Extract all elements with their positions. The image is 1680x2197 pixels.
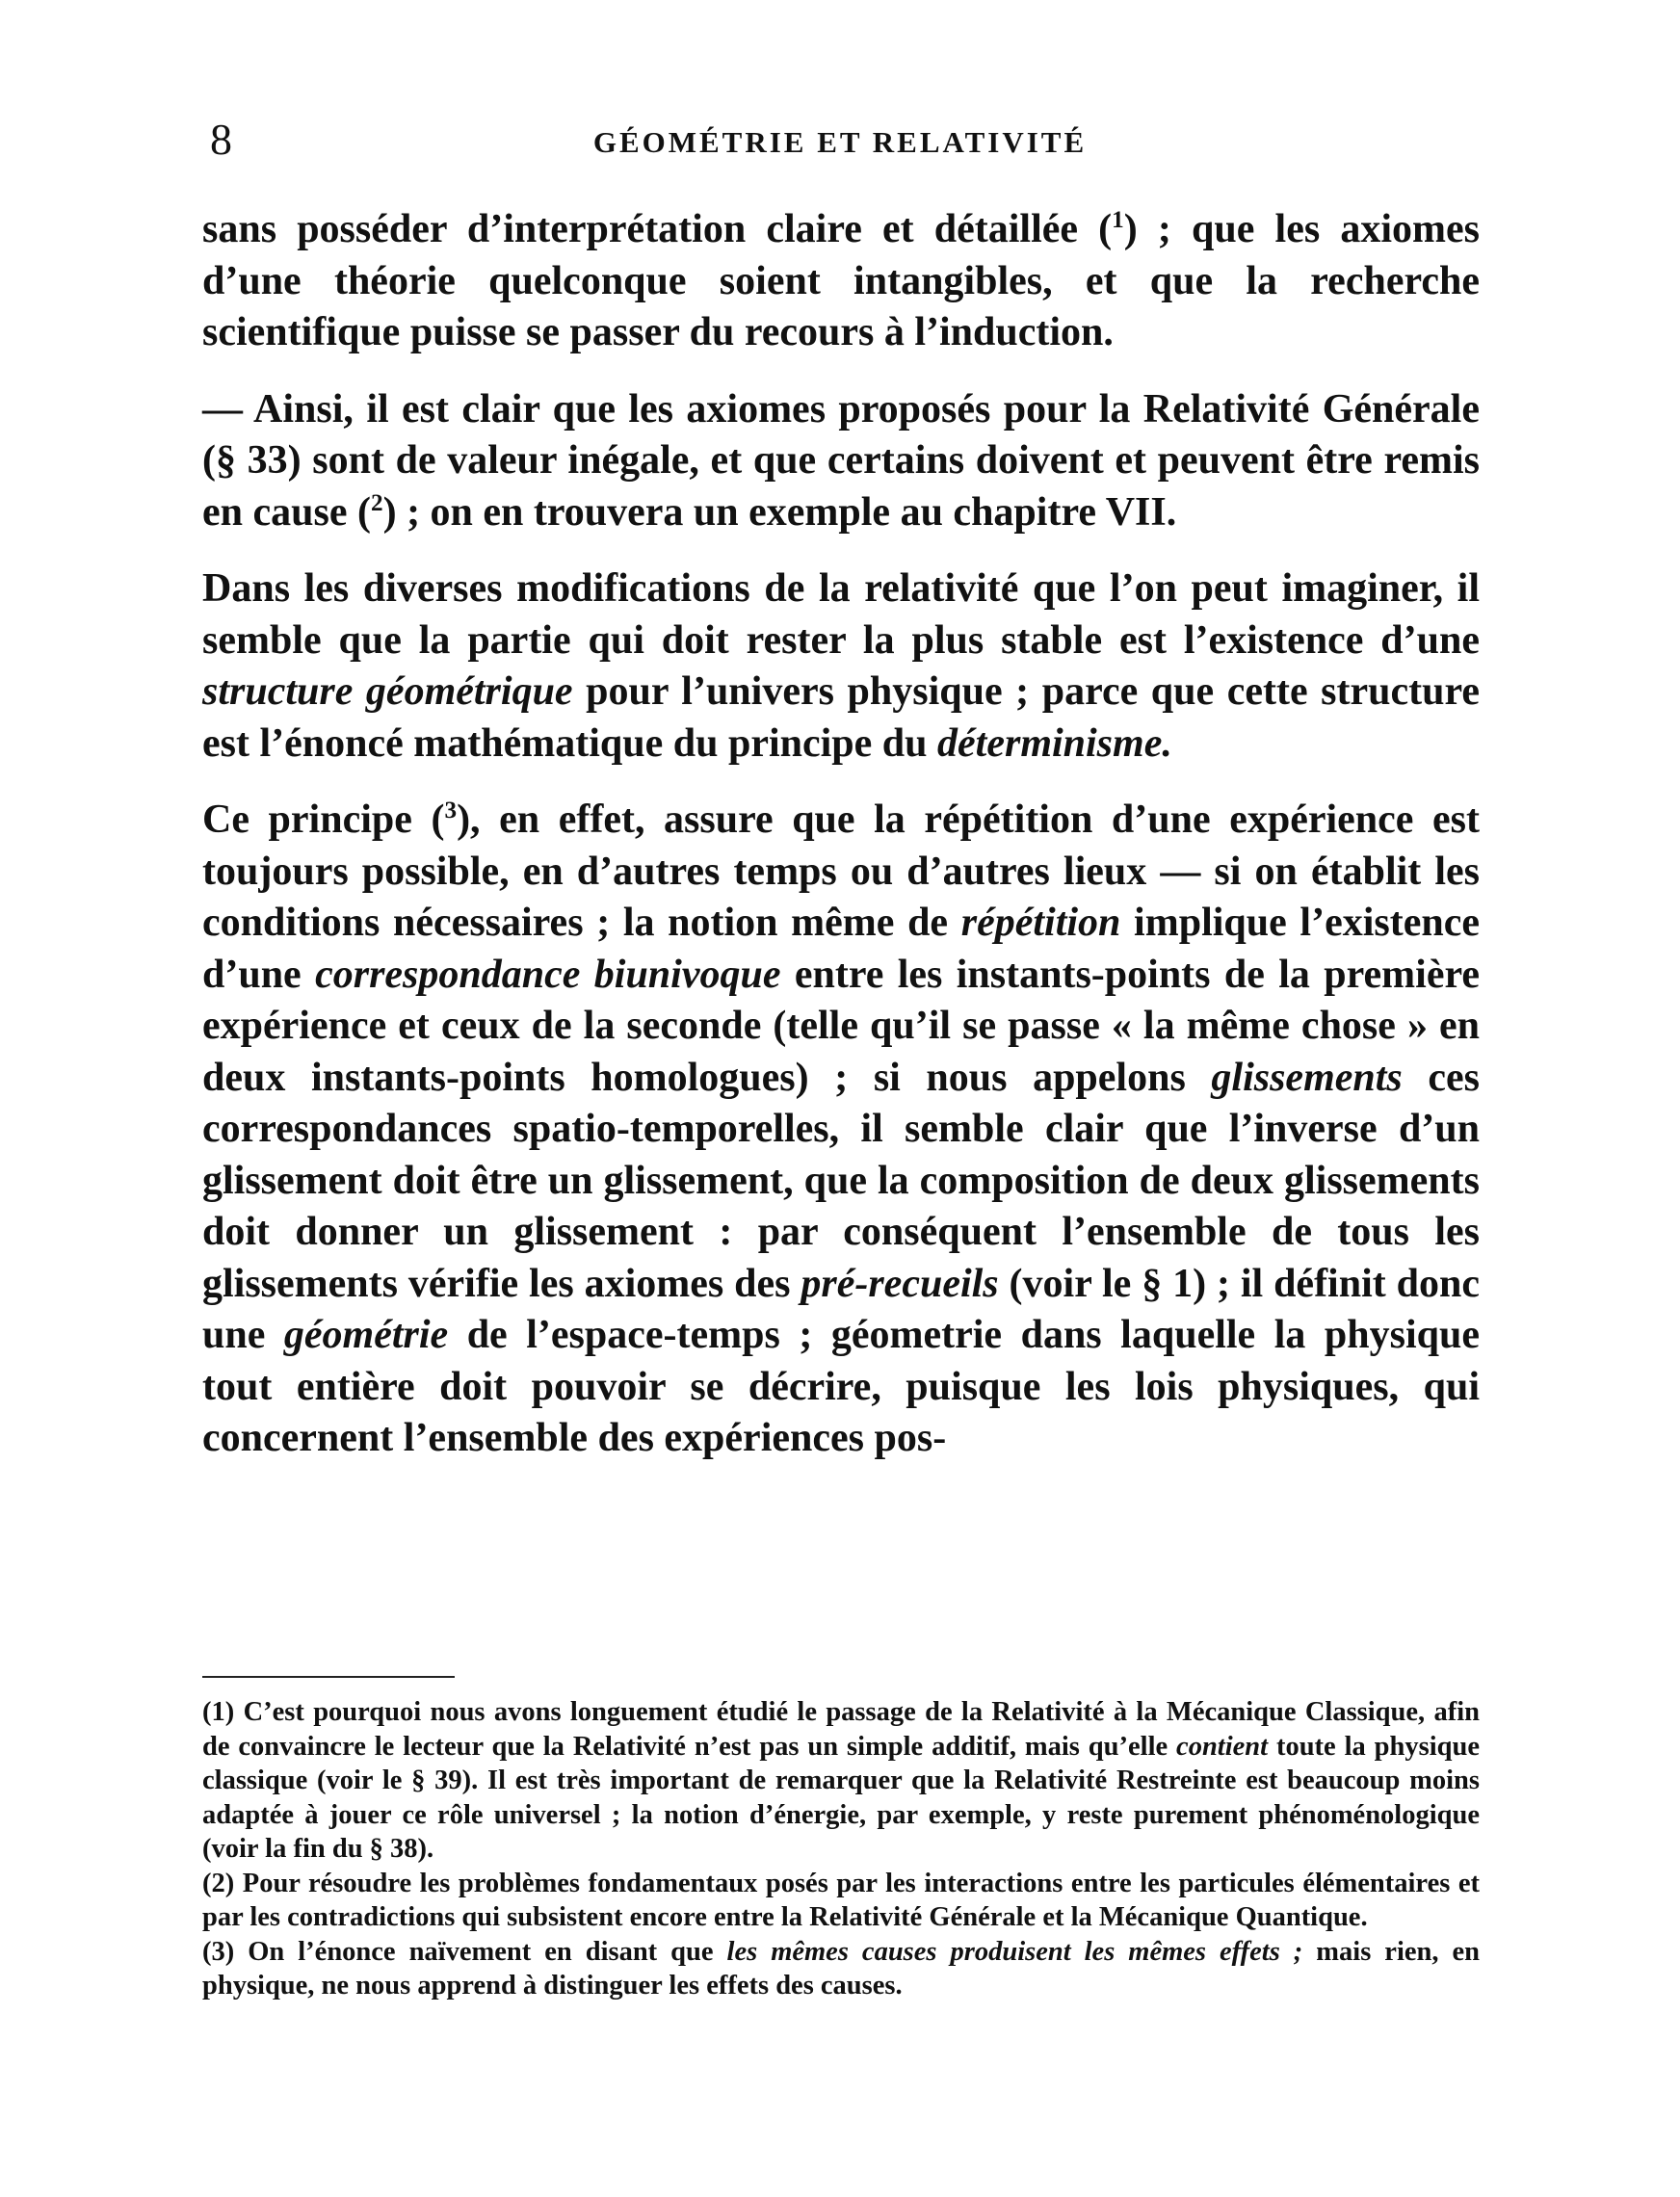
- text-run: ) ; que les axiomes d’une théorie quelconque soient intangibles, et que la recherche scientifique puisse se passer du recours à l’induction.: [202, 207, 1480, 354]
- emphasis: pré-recueils: [801, 1261, 999, 1306]
- text-run: — Ainsi, il est clair que les axiomes proposés pour la Relativité Générale (§ 33) sont de valeur inégale, et que certains doivent et peuvent être remis en cause (: [202, 386, 1480, 535]
- text-run: de l’espace-temps ; géometrie dans laquelle la physique tout entière doit pouvoir se décrire, puisque les lois physiques, qui concernent l’ensemble des expériences pos-: [202, 1313, 1481, 1460]
- footnote-ref: 2: [370, 489, 383, 516]
- paragraph-3: [202, 563, 1480, 770]
- paragraph-1: [202, 204, 1480, 359]
- text-run: sans posséder d’interprétation claire et détaillée (: [202, 207, 1113, 251]
- text-run: C’est pourquoi nous avons longuement étudié le passage de la Relativité à la Mécanique Classique, afin de convaincre le lecteur que la Relativité n’est pas un simple additif, mais qu’elle: [202, 1697, 1480, 1762]
- emphasis: les mêmes causes produisent les mêmes effets ;: [726, 1936, 1303, 1967]
- footnote-ref: 1: [1112, 206, 1124, 233]
- emphasis: glissements: [1211, 1055, 1403, 1100]
- emphasis: structure géométrique: [202, 669, 573, 714]
- footnote-2: [202, 1867, 1480, 1935]
- running-head: [202, 114, 1478, 171]
- page-number: 8: [210, 115, 232, 164]
- paragraph-2: [202, 384, 1480, 539]
- text-run: ces correspondances spatio-temporelles, il semble clair que l’inverse d’un glissement doit être un glissement, que la composition de deux glissements doit donner un glissement : par conséquent l’ensemble de tous les glissements vérifie les axiomes des: [202, 1055, 1480, 1306]
- emphasis: déterminisme.: [937, 720, 1172, 766]
- text-run: (voir le § 1) ; il définit donc une: [202, 1261, 1480, 1357]
- footnotes: [202, 1695, 1480, 2003]
- text-run: ), en effet, assure que la répétition d’une expérience est toujours possible, en d’autres temps ou d’autres lieux — si on établit les conditions nécessaires ; la notion même de: [202, 798, 1480, 945]
- footnote-marker: (3): [202, 1936, 235, 1967]
- emphasis: géométrie: [283, 1313, 449, 1357]
- text-run: Pour résoudre les problèmes fondamentaux posés par les interactions entre les particules élémentaires et par les contradictions qui subsistent encore entre la Relativité Générale et la Mécanique Quantique.: [202, 1868, 1480, 1932]
- emphasis: correspondance biunivoque: [315, 952, 781, 997]
- footnote-marker: (2): [202, 1868, 235, 1898]
- emphasis: contient: [1176, 1731, 1269, 1762]
- text-run: ) ; on en trouvera un exemple au chapitre VII.: [382, 489, 1177, 535]
- footnote-marker: (1): [202, 1697, 235, 1727]
- footnote-divider: [202, 1676, 455, 1678]
- emphasis: répétition: [960, 901, 1121, 945]
- text-run: On l’énonce naïvement en disant que: [234, 1936, 727, 1967]
- footnote-1: [202, 1695, 1480, 1867]
- paragraph-4: [202, 795, 1480, 1465]
- text-run: Dans les diverses modifications de la relativité que l’on peut imaginer, il semble que la partie qui doit rester la plus stable est l’existence d’une: [202, 566, 1480, 663]
- running-title: GÉOMÉTRIE ET RELATIVITÉ: [592, 125, 1088, 159]
- footnote-ref: 3: [444, 797, 458, 824]
- text-run: toute la physique classique (voir le § 39). Il est très important de remarquer que la Relativité Restreinte est beaucoup moins adaptée à jouer ce rôle universel ; la notion d’énergie, par exemple, y reste purement phénoménologique (voir la fin du § 38).: [202, 1731, 1480, 1864]
- text-run: Ce principe (: [202, 798, 445, 842]
- text-run: pour l’univers physique ; parce que cette structure est l’énoncé mathématique du principe du: [202, 669, 1481, 766]
- body-text: [202, 204, 1480, 1490]
- text-run: entre les instants-points de la première expérience et ceux de la seconde (telle qu’il se passe « la même chose » en deux instants-points homologues) ; si nous appelons: [202, 952, 1480, 1100]
- footnote-3: [202, 1935, 1480, 2003]
- text-run: implique l’existence d’une: [202, 901, 1480, 997]
- text-run: mais rien, en physique, ne nous apprend à distinguer les effets des causes.: [202, 1936, 1480, 2001]
